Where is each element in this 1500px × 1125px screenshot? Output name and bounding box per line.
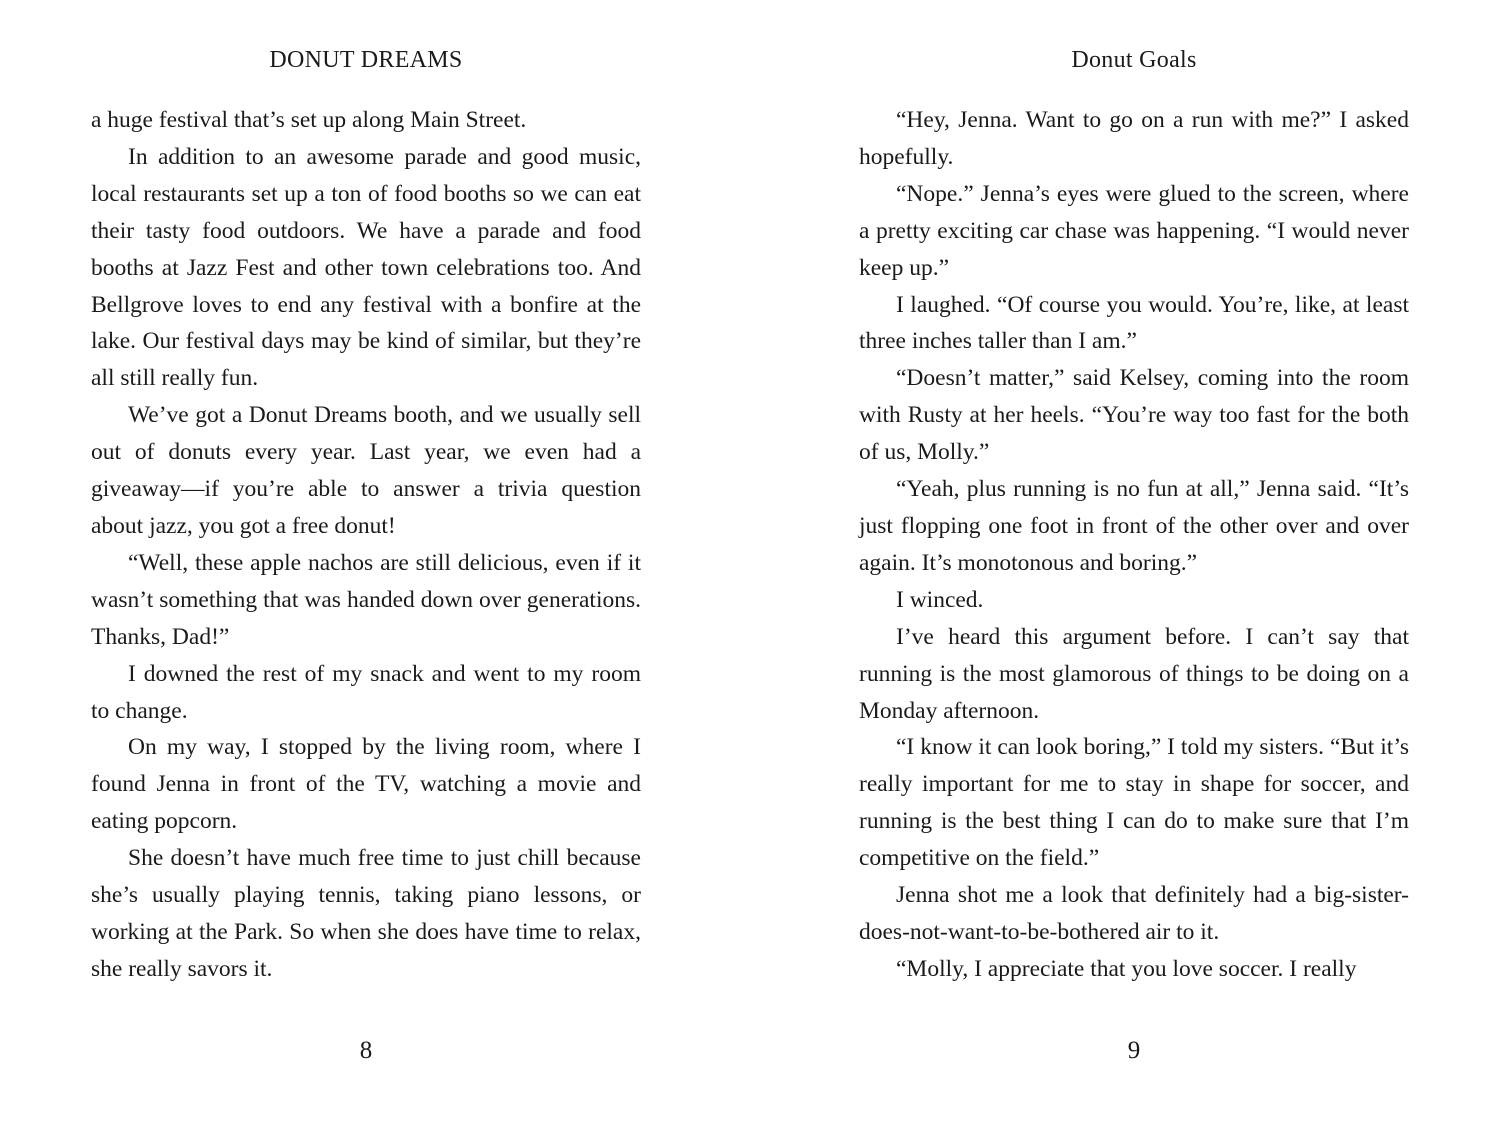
right-page-body — [859, 102, 1409, 988]
paragraph: Jenna shot me a look that definitely had a big-sister-does-not-want-to-be-bothered air to it. — [859, 882, 1409, 945]
paragraph: In addition to an awesome parade and good music, local restaurants set up a ton of food booths so we can eat their tasty food outdoors. We have a parade and food booths at Jazz Fest and other town celebrations too. And Bellgrove loves to end any festival with a bonfire at the lake. Our festival days may be kind of similar, but they’re all still really fun. — [91, 143, 641, 392]
paragraph: I’ve heard this argument before. I can’t say that running is the most glamorous of things to be doing on a Monday afternoon. — [859, 623, 1409, 724]
paragraph: We’ve got a Donut Dreams booth, and we usually sell out of donuts every year. Last year, we even had a giveaway—if you’re able to answer a trivia question about jazz, you got a free donut! — [91, 402, 641, 539]
paragraph: I laughed. “Of course you would. You’re, like, at least three inches taller than I am.” — [859, 291, 1409, 355]
paragraph: “Yeah, plus running is no fun at all,” Jenna said. “It’s just flopping one foot in front of the other over and over again. It’s monotonous and boring.” — [859, 476, 1409, 576]
left-page-number: 8 — [359, 1037, 373, 1064]
left-page-body — [91, 102, 641, 988]
right-page-number: 9 — [1127, 1037, 1141, 1064]
paragraph: “Nope.” Jenna’s eyes were glued to the screen, where a pretty exciting car chase was happening. “I would never keep up.” — [859, 180, 1409, 281]
paragraph: “I know it can look boring,” I told my sisters. “But it’s really important for me to stay in shape for soccer, and running is the best thing I can do to make sure that I’m competitive on the field.” — [859, 734, 1409, 872]
paragraph: “Hey, Jenna. Want to go on a run with me?” I asked hopefully. — [859, 107, 1409, 170]
paragraph: “Doesn’t matter,” said Kelsey, coming into the room with Rusty at her heels. “You’re way too fast for the both of us, Molly.” — [859, 365, 1409, 466]
paragraph: I winced. — [896, 586, 984, 613]
paragraph: On my way, I stopped by the living room, where I found Jenna in front of the TV, watching a movie and eating popcorn. — [91, 734, 641, 835]
paragraph: a huge festival that’s set up along Main Street. — [91, 107, 527, 133]
right-running-head: Donut Goals — [1071, 47, 1197, 73]
right-page — [859, 0, 1409, 1125]
paragraph: She doesn’t have much free time to just chill because she’s usually playing tennis, taking piano lessons, or working at the Park. So when she does have time to relax, she really savors it. — [91, 845, 641, 982]
paragraph: “Molly, I appreciate that you love soccer. I really — [896, 955, 1357, 982]
left-page — [91, 0, 641, 1125]
paragraph: I downed the rest of my snack and went to my room to change. — [91, 660, 641, 724]
paragraph: “Well, these apple nachos are still delicious, even if it wasn’t something that was handed down over generations. Thanks, Dad!” — [91, 549, 641, 650]
left-running-head: DONUT DREAMS — [269, 47, 463, 73]
